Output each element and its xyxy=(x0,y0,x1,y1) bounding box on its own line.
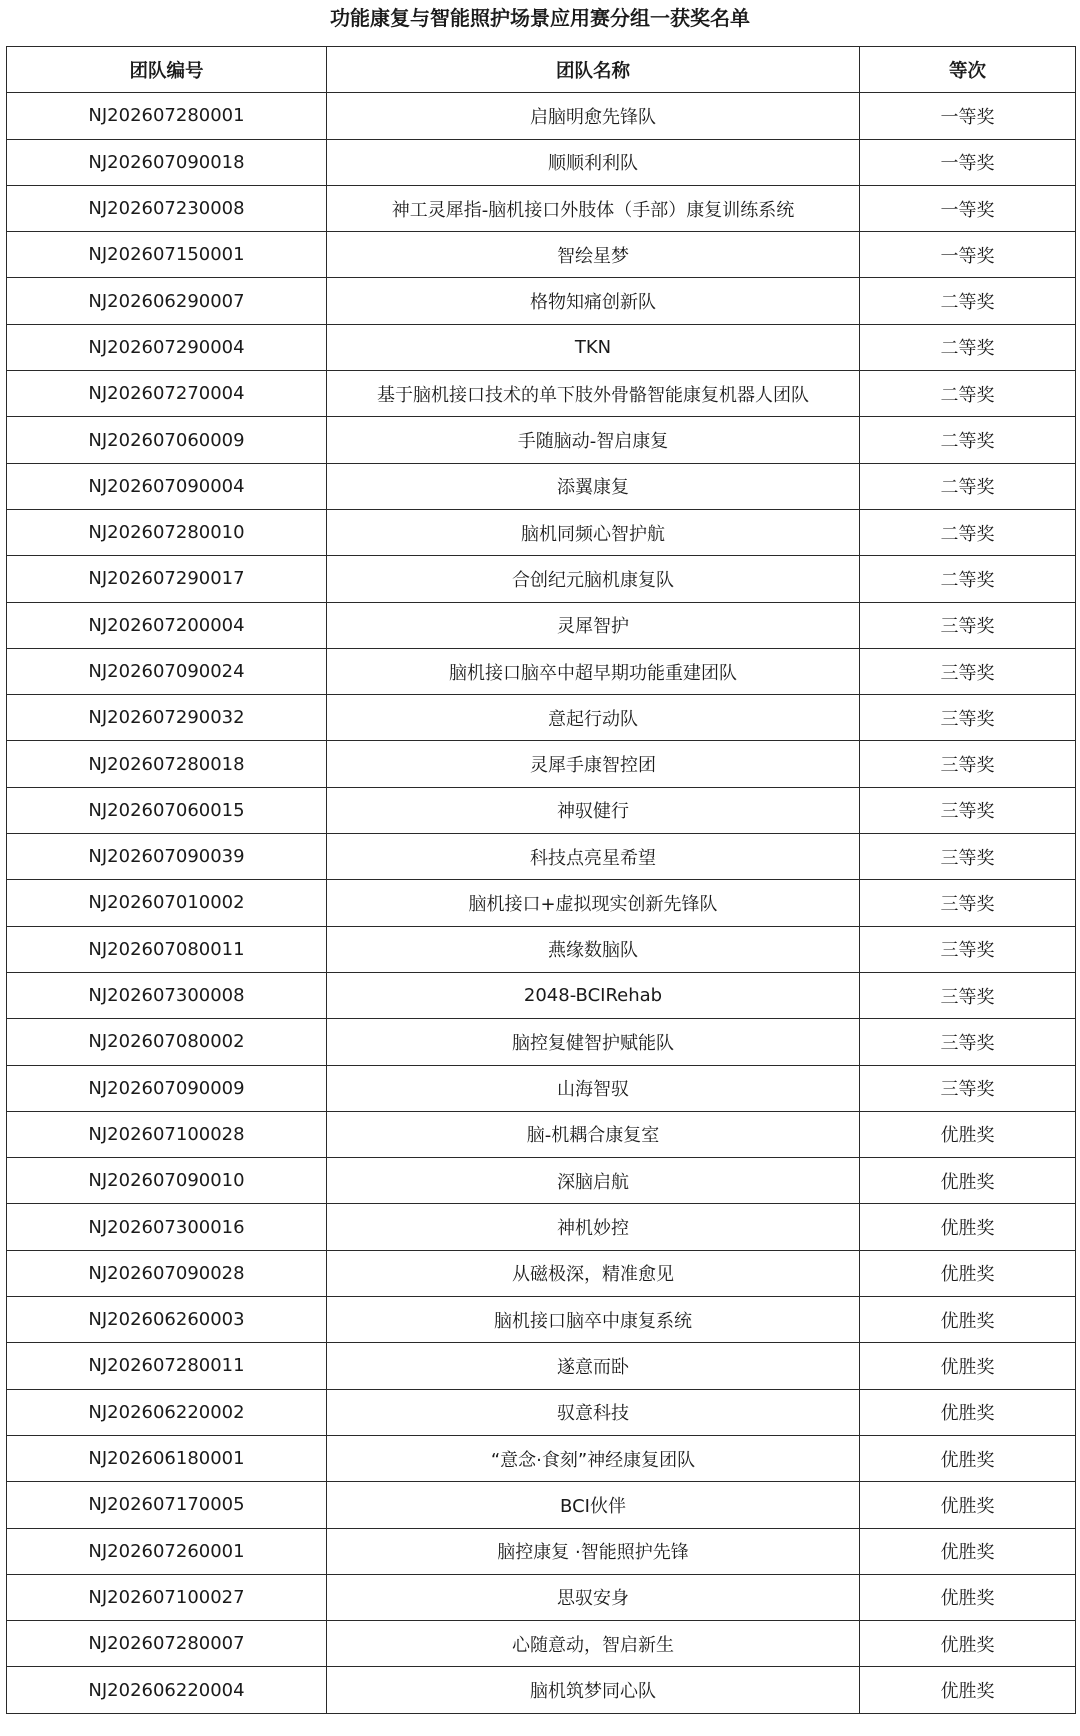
team-id-cell: NJ202607080002 xyxy=(7,1019,327,1065)
team-name-cell: 科技点亮星希望 xyxy=(327,834,860,880)
table-row xyxy=(7,509,1076,555)
table-row xyxy=(7,787,1076,833)
award-level-cell: 三等奖 xyxy=(860,834,1076,880)
team-id-cell: NJ202607300008 xyxy=(7,972,327,1018)
team-name-cell: 灵犀手康智控团 xyxy=(327,741,860,787)
team-name-cell: 启脑明愈先锋队 xyxy=(327,93,860,139)
award-level-cell: 三等奖 xyxy=(860,1065,1076,1111)
team-id-cell: NJ202607260001 xyxy=(7,1528,327,1574)
team-name-cell: 2048-BCIRehab xyxy=(327,972,860,1018)
table-row xyxy=(7,371,1076,417)
team-id-cell: NJ202607280001 xyxy=(7,93,327,139)
table-row xyxy=(7,1667,1076,1713)
award-level-cell: 一等奖 xyxy=(860,185,1076,231)
award-level-cell: 二等奖 xyxy=(860,278,1076,324)
table-row xyxy=(7,1158,1076,1204)
award-level-cell: 优胜奖 xyxy=(860,1667,1076,1713)
award-level-cell: 一等奖 xyxy=(860,232,1076,278)
table-row xyxy=(7,1204,1076,1250)
team-id-cell: NJ202606180001 xyxy=(7,1435,327,1481)
award-level-cell: 优胜奖 xyxy=(860,1482,1076,1528)
team-name-cell: 山海智驭 xyxy=(327,1065,860,1111)
team-id-cell: NJ202607170005 xyxy=(7,1482,327,1528)
table-header-row xyxy=(7,47,1076,93)
award-level-cell: 二等奖 xyxy=(860,556,1076,602)
award-level-cell: 三等奖 xyxy=(860,787,1076,833)
table-row xyxy=(7,1065,1076,1111)
table-row xyxy=(7,1250,1076,1296)
team-id-cell: NJ202607060009 xyxy=(7,417,327,463)
team-id-cell: NJ202607090024 xyxy=(7,648,327,694)
team-id-cell: NJ202607090004 xyxy=(7,463,327,509)
team-name-cell: 神机妙控 xyxy=(327,1204,860,1250)
table-row xyxy=(7,1297,1076,1343)
team-id-cell: NJ202607090010 xyxy=(7,1158,327,1204)
award-level-cell: 优胜奖 xyxy=(860,1528,1076,1574)
column-header-team-id: 团队编号 xyxy=(7,47,327,93)
award-level-cell: 三等奖 xyxy=(860,648,1076,694)
award-level-cell: 优胜奖 xyxy=(860,1250,1076,1296)
team-name-cell: 灵犀智护 xyxy=(327,602,860,648)
column-header-team-name: 团队名称 xyxy=(327,47,860,93)
team-name-cell: 手随脑动-智启康复 xyxy=(327,417,860,463)
team-name-cell: 神工灵犀指-脑机接口外肢体（手部）康复训练系统 xyxy=(327,185,860,231)
table-row xyxy=(7,648,1076,694)
award-level-cell: 二等奖 xyxy=(860,324,1076,370)
table-row xyxy=(7,185,1076,231)
team-id-cell: NJ202606290007 xyxy=(7,278,327,324)
award-level-cell: 优胜奖 xyxy=(860,1435,1076,1481)
team-id-cell: NJ202607270004 xyxy=(7,371,327,417)
team-id-cell: NJ202607010002 xyxy=(7,880,327,926)
team-id-cell: NJ202607280011 xyxy=(7,1343,327,1389)
team-name-cell: 合创纪元脑机康复队 xyxy=(327,556,860,602)
team-id-cell: NJ202607080011 xyxy=(7,926,327,972)
team-name-cell: 意起行动队 xyxy=(327,695,860,741)
team-id-cell: NJ202606260003 xyxy=(7,1297,327,1343)
team-id-cell: NJ202607150001 xyxy=(7,232,327,278)
team-id-cell: NJ202607090028 xyxy=(7,1250,327,1296)
table-row xyxy=(7,741,1076,787)
award-level-cell: 二等奖 xyxy=(860,417,1076,463)
team-id-cell: NJ202607290032 xyxy=(7,695,327,741)
award-level-cell: 优胜奖 xyxy=(860,1158,1076,1204)
team-id-cell: NJ202607200004 xyxy=(7,602,327,648)
team-name-cell: 燕缘数脑队 xyxy=(327,926,860,972)
table-row xyxy=(7,139,1076,185)
team-name-cell: 格物知痛创新队 xyxy=(327,278,860,324)
table-row xyxy=(7,926,1076,972)
award-level-cell: 二等奖 xyxy=(860,463,1076,509)
team-id-cell: NJ202607090009 xyxy=(7,1065,327,1111)
team-name-cell: 脑机接口+虚拟现实创新先锋队 xyxy=(327,880,860,926)
team-name-cell: 基于脑机接口技术的单下肢外骨骼智能康复机器人团队 xyxy=(327,371,860,417)
team-name-cell: 添翼康复 xyxy=(327,463,860,509)
table-row xyxy=(7,880,1076,926)
team-name-cell: TKN xyxy=(327,324,860,370)
table-row xyxy=(7,1019,1076,1065)
table-row xyxy=(7,324,1076,370)
table-row xyxy=(7,834,1076,880)
team-name-cell: 心随意动，智启新生 xyxy=(327,1621,860,1667)
awards-table xyxy=(6,46,1076,1714)
team-id-cell: NJ202607300016 xyxy=(7,1204,327,1250)
team-id-cell: NJ202607230008 xyxy=(7,185,327,231)
team-name-cell: 深脑启航 xyxy=(327,1158,860,1204)
team-name-cell: 脑机接口脑卒中康复系统 xyxy=(327,1297,860,1343)
table-row xyxy=(7,417,1076,463)
table-row xyxy=(7,232,1076,278)
team-name-cell: 思驭安身 xyxy=(327,1574,860,1620)
table-row xyxy=(7,556,1076,602)
award-level-cell: 优胜奖 xyxy=(860,1297,1076,1343)
award-level-cell: 优胜奖 xyxy=(860,1389,1076,1435)
award-level-cell: 三等奖 xyxy=(860,1019,1076,1065)
team-id-cell: NJ202607090039 xyxy=(7,834,327,880)
table-row xyxy=(7,463,1076,509)
award-level-cell: 优胜奖 xyxy=(860,1204,1076,1250)
award-level-cell: 三等奖 xyxy=(860,602,1076,648)
table-row xyxy=(7,278,1076,324)
team-name-cell: 脑控复健智护赋能队 xyxy=(327,1019,860,1065)
team-name-cell: 神驭健行 xyxy=(327,787,860,833)
team-id-cell: NJ202606220002 xyxy=(7,1389,327,1435)
award-level-cell: 三等奖 xyxy=(860,741,1076,787)
team-name-cell: 脑-机耦合康复室 xyxy=(327,1111,860,1157)
award-level-cell: 二等奖 xyxy=(860,509,1076,555)
team-id-cell: NJ202607100028 xyxy=(7,1111,327,1157)
award-level-cell: 优胜奖 xyxy=(860,1621,1076,1667)
award-level-cell: 三等奖 xyxy=(860,880,1076,926)
team-name-cell: 智绘星梦 xyxy=(327,232,860,278)
team-id-cell: NJ202607100027 xyxy=(7,1574,327,1620)
team-name-cell: 脑机筑梦同心队 xyxy=(327,1667,860,1713)
award-level-cell: 一等奖 xyxy=(860,139,1076,185)
award-level-cell: 一等奖 xyxy=(860,93,1076,139)
team-id-cell: NJ202607280018 xyxy=(7,741,327,787)
table-row xyxy=(7,1574,1076,1620)
team-name-cell: 脑控康复 ·智能照护先锋 xyxy=(327,1528,860,1574)
table-row xyxy=(7,1343,1076,1389)
team-id-cell: NJ202606220004 xyxy=(7,1667,327,1713)
team-name-cell: 从磁极深，精准愈见 xyxy=(327,1250,860,1296)
team-id-cell: NJ202607290017 xyxy=(7,556,327,602)
table-row xyxy=(7,1621,1076,1667)
team-name-cell: 顺顺利利队 xyxy=(327,139,860,185)
table-body xyxy=(7,93,1076,1713)
table-row xyxy=(7,1389,1076,1435)
table-row xyxy=(7,1528,1076,1574)
team-name-cell: BCI伙伴 xyxy=(327,1482,860,1528)
team-id-cell: NJ202607280007 xyxy=(7,1621,327,1667)
page-title: 功能康复与智能照护场景应用赛分组一获奖名单 xyxy=(330,6,750,30)
table-row xyxy=(7,602,1076,648)
team-id-cell: NJ202607090018 xyxy=(7,139,327,185)
column-header-award-level: 等次 xyxy=(860,47,1076,93)
award-level-cell: 三等奖 xyxy=(860,695,1076,741)
team-id-cell: NJ202607290004 xyxy=(7,324,327,370)
award-level-cell: 三等奖 xyxy=(860,926,1076,972)
table-row xyxy=(7,972,1076,1018)
table-row xyxy=(7,1435,1076,1481)
team-name-cell: 遂意而卧 xyxy=(327,1343,860,1389)
team-name-cell: 脑机接口脑卒中超早期功能重建团队 xyxy=(327,648,860,694)
award-level-cell: 三等奖 xyxy=(860,972,1076,1018)
team-name-cell: “意念·食刻”神经康复团队 xyxy=(327,1435,860,1481)
team-id-cell: NJ202607060015 xyxy=(7,787,327,833)
team-name-cell: 脑机同频心智护航 xyxy=(327,509,860,555)
table-row xyxy=(7,1111,1076,1157)
team-name-cell: 驭意科技 xyxy=(327,1389,860,1435)
table-row xyxy=(7,93,1076,139)
team-id-cell: NJ202607280010 xyxy=(7,509,327,555)
award-level-cell: 优胜奖 xyxy=(860,1111,1076,1157)
table-row xyxy=(7,1482,1076,1528)
table-row xyxy=(7,695,1076,741)
award-level-cell: 优胜奖 xyxy=(860,1574,1076,1620)
award-level-cell: 优胜奖 xyxy=(860,1343,1076,1389)
award-level-cell: 二等奖 xyxy=(860,371,1076,417)
